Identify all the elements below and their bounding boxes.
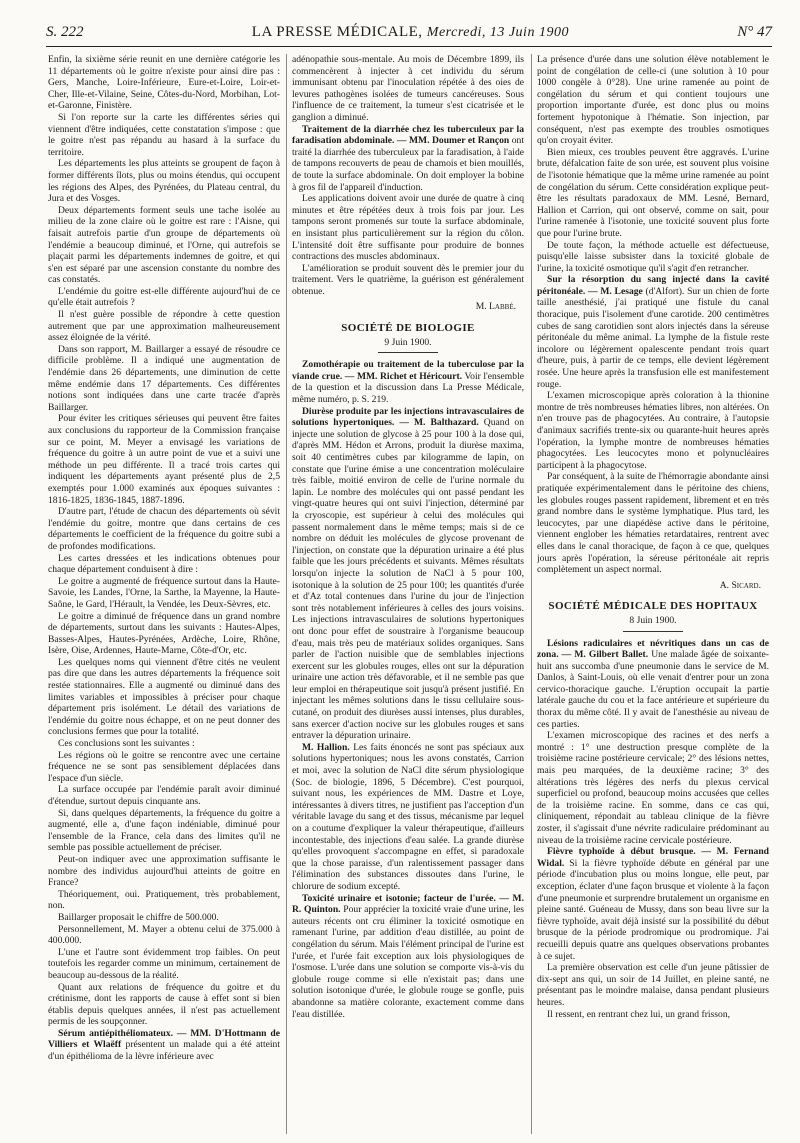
column-3 [537,54,769,1134]
paragraph: Les applications doivent avoir une durée de quatre à cinq minutes et être répétées deux à trois fois par jour. Les tampons seront promenés sur toute la surface abdominale, en insistant plus particulièrement sur la région du côlon. L'intensité doit être suffisante pour produire de bonnes contractions des muscles abdominaux. [292,193,524,263]
article-diarrhee [292,124,524,194]
paragraph: Les régions où le goitre se rencontre avec une certaine fréquence ne se sont pas sensiblement déplacées dans l'espace d'un siècle. [48,749,280,784]
page-number: S. 222 [46,23,84,40]
article-heading: Zomothérapie ou traitement de la tuberculose par la viande crue. — MM. Richet et Héricourt. [292,359,524,382]
column-rule [286,54,287,1134]
paragraph: L'endémie du goitre est-elle différente aujourd'hui de ce qu'elle était autrefois ? [48,285,280,309]
paragraph: D'autre part, l'étude de chacun des départements où sévit l'endémie du goitre, montre que dans certains de ces départements le coefficient de la fréquence du goitre subi a de profondes modifications. [48,506,280,552]
section-date: 8 Juin 1900. [629,614,677,626]
paragraph: L'examen microscopique après coloration à la thionine montre de très nombreuses hématies libres, non altérées. On n'en trouve pas de phagocytées. Au contraire, à l'autopsie d'animaux sacrifiés trente-six ou quarante-huit heures après l'opération, la lymphe montre de nombreuses hématies phagocytées. Les leucocytes mono et polynucléaires participent à la phagocytose. [537,390,769,471]
article-diurese [292,406,524,742]
article-text: ont traité la diarrhée des tuberculeux par la faradisation, à l'aide de tampons recouverts de peau de chamois et bien mouillés, de toute la surface abdominale. On doit employer la bobine à gros fil de l'appareil d'induction. [292,135,524,193]
paragraph: Le goitre a augmenté de fréquence surtout dans la Haute-Savoie, les Landes, l'Orne, la Sarthe, la Mayenne, la Haute-Saône, le Gard, l'Hérault, la Vendée, les Deux-Sèvres, etc. [48,575,280,610]
paragraph: Il n'est guère possible de répondre à cette question autrement que par une approximation malheureusement assez éloignée de la vérité. [48,309,280,344]
paragraph: Quant aux relations de fréquence du goitre et du crétinisme, dont les rapports de cause à effet sont si bien établis depuis quelques années, il n'est pas actuellement permis de les soupçonner. [48,981,280,1028]
paragraph: Si, dans quelques départements, la fréquence du goitre a augmenté, elle a, d'une façon indéniable, diminué pour l'ensemble de la France, cela dans des limites qu'il ne semble pas possible actuellement de préciser. [48,807,280,854]
article-text: (d'Alfort). Sur un chien de forte taille anesthésié, j'ai pratiqué une fistule du canal thoracique, puis l'isolement d'une carotide. 200 centimètres cubes de sang carotidien sont alors injectés dans la séreuse péritonéale du même animal. La lymphe de la fistule reste incolore ou légèrement opalescente pendant trois quart d'heure, puis, à partir de ce temps, elle devient légèrement rosée. Une heure après la transfusion elle est manifestement rouge. [537,285,769,390]
paragraph: Les cartes dressées et les indications obtenues pour chaque département conduisent à dire : [48,552,280,576]
article-serum [48,1028,280,1063]
column-1 [48,54,280,1134]
paragraph: Par conséquent, à la suite de l'hémorragie abondante ainsi pratiquée expérimentalement dans le péritoine des chiens, les globules rouges passent rapidement, librement et en très grand nombre dans le système lymphatique. Plus tard, les leucocytes, par une diapédèse active dans le péritoine, viennent englober les hématies retardataires, rentrent avec elles dans le canal thoracique, de façon à ce que, quelques jours après l'opération, la séreuse péritonéale ait repris complètement un aspect normal. [537,471,769,576]
issue-number: N° 47 [737,23,772,40]
paragraph: Théoriquement, oui. Pratiquement, très probablement, non. [48,888,280,912]
article-zomotherapie [292,359,524,405]
section-divider [623,631,683,632]
paragraph: Les départements les plus atteints se groupent de façon à former différents îlots, plus ou moins étendus, qui occupent les régions des Alpes, des Pyrénées, du Plateau central, du Jura et des Vosges. [48,158,280,205]
author-signature: A. Sicard. [719,579,761,591]
paragraph: L'une et l'autre sont évidemment trop faibles. On peut toutefois les regarder comme un minimum, certainement de beaucoup au-dessous de la réalité. [48,946,280,981]
paragraph: Peut-on indiquer avec une approximation suffisante le nombre des individus aujourd'hui atteints de goitre en France? [48,853,280,889]
paragraph: Baillarger proposait le chiffre de 500.000. [58,911,219,923]
journal-title: LA PRESSE MÉDICALE, [251,23,423,40]
paragraph: adénopathie sous-mentale. Au mois de Décembre 1899, ils commencèrent à injecter à cet individu du sérum immunisant obtenu par l'inoculation répétée à des oies de levures pathogènes isolées de tumeurs cancéreuses. Sous l'influence de ce traitement, la tumeur s'est cicatrisée et le ganglion a diminué. [292,54,524,123]
paragraph: Dans son rapport, M. Baillarger a essayé de résoudre ce difficile problème. Il a indiqué une augmentation de l'endémie dans 26 départements, une diminution de cette même endémie dans 17 départements. Ces différentes notions sont indiquées dans une carte tracée d'après Baillarger. [48,343,280,413]
paragraph: Il ressent, en rentrant chez lui, un grand frisson, [547,1008,731,1020]
paragraph: La présence d'urée dans une solution élève notablement le point de congélation de celle-ci (une solution à 10 pour 1000 congèle à 0°28). Une urine ramenée au point de congélation du sérum et qui contient toujours une proportion importante d'urée, est donc plus ou moins fortement hypotonique à l'hématie. Son injection, par conséquent, n'est pas exempte des troubles osmotiques qu'on croyait éviter. [537,54,769,147]
article-heading: Sérum antiépithéliomateux. — MM. D'Hottmann de Villiers et Wlaëff [48,1027,280,1051]
paragraph: Les quelques noms qui viennent d'être cités ne veulent pas dire que dans les autres départements la fréquence soit restée stationnaires. Elle a augmenté ou diminué dans des limites variables et impossibles à préciser pour chaque département pris isolément. Le détail des variations de l'endémie du goitre nous échappe, et on ne peut donner des conclusions fermes que pour la totalité. [48,656,280,738]
issue-date: Mercredi, 13 Juin 1900 [426,24,569,40]
article-heading: Diurèse produite par les injections intravasculaires de solutions hypertoniques. — M. Balthazard. [292,405,524,429]
article-text: Les faits énoncés ne sont pas spéciaux aux solutions hypertoniques; nous les avons constatés, Carrion et moi, avec la solution de NaCl dite sérum physiologique (Soc. de biologie, 1896, 5 Décembre). C'est pourquoi, suivant nous, les expériences de MM. Dastre et Loye, intéressantes à divers titres, ne justifient pas l'acception d'un véritable lavage du sang et des tissus, mécanisme par lequel on a coutume d'expliquer la valeur thérapeutique, d'ailleurs incontestable, des injections d'eau salée. La grande diurèse qu'elles provoquent s'accompagne en effet, si paradoxale que la chose paraisse, d'un ralentissement passager dans l'élimination des substances dissoutes dans l'urine, le chlorure de sodium excepté. [292,741,524,892]
author-signature: M. Labbé. [475,301,516,313]
article-fievre-typhoide [537,846,769,962]
article-text: Une malade âgée de soixante-huit ans succomba d'une pneumonie dans le service de M. Danlos, à Saint-Louis, où elle venait d'entrer pour un zona cervico-thoracique gauche. L'éruption occupait la partie latérale gauche du cou et la face antérieure et supérieure du thorax du même côté. Il y avait de l'anesthésie au niveau de ces parties. [537,649,769,730]
section-divider [378,352,438,353]
section-title: SOCIÉTÉ MÉDICALE DES HOPITAUX [548,600,758,613]
section-title: SOCIÉTÉ DE BIOLOGIE [341,322,475,335]
paragraph: Le goitre a diminué de fréquence dans un grand nombre de départements, surtout dans les suivants : Hautes-Alpes, Basses-Alpes, Hautes-Pyrénées, Ardèche, Loire, Rhône, Isère, Oise, Ardennes, Haute-Marne, Côte-d'Or, etc. [48,610,280,657]
article-heading: Lésions radiculaires et névritiques dans un cas de zona. — M. Gilbert Ballet. [537,637,769,661]
paragraph: Enfin, la sixième série reunit en une dernière catégorie les 11 départements où le goitre n'existe pour ainsi dire pas : Gers, Manche, Loire-Inférieure, Eure-et-Loire, Loir-et-Cher, Ille-et-Vilaine, Seine, Côtes-du-Nord, Morbihan, Lot-et-Garonne, Finistère. [48,54,280,112]
journal-masthead [252,24,569,41]
article-text: Quand on injecte une solution de glycose à 25 pour 100 à la dose qui, d'après MM. Hédon et Arrons, produit la diurèse maxima, soit 40 centimètres cubes par kilogramme de lapin, on constate que l'urine émise a une concentration moléculaire très faible, moitié environ de celle de l'urine normale du lapin. Le nombre des molécules qui ont passé pendant les vingt-quatre heures qui ont suivi l'injection, déterminé par la cryoscopie, est supérieur à celui des molécules qui passent normalement dans le même temps; mais si de ce nombre on déduit les molécules de glycose provenant de l'injection, on constate que la dépuration urinaire a été plus faible que les jours précédents et suivants. Mêmes résultats lorsqu'on injecte la solution de NaCl à 5 pour 100, isotonique à la solution de 25 pour 100; les quantités d'urée et d'Az total contenues dans l'urine du jour de l'injection sont très notablement inférieures à celles des jours voisins. Les injections intravasculaires de solutions hypertoniques ont donc pour effet de soustraire à l'organisme beaucoup d'eau, mais très peu de matériaux solides organiques. Sans parler de l'action nuisible que de semblables injections exercent sur les globules rouges, elles ont sur la dépuration urinaire une action très défavorable, et il ne semble pas que leur emploi en thérapeutique soit jusqu'à présent justifié. En injectant les mêmes solutions dans le tissu cellulaire sous-cutané, on produit des diurèses aussi intenses, plus durables, sans exercer d'action nocive sur les globules rouges et sans entraver la dépuration urinaire. [292,417,524,742]
article-heading: Fièvre typhoïde à début brusque. — M. Fernand Widal. [537,846,769,869]
paragraph: La première observation est celle d'un jeune pâtissier de dix-sept ans qui, un soir de 14 Juillet, en pleine santé, ne présentant pas le moindre malaise, dansa pendant plusieurs heures. [537,962,769,1008]
article-toxicite [292,893,524,1021]
article-resorption [537,274,769,390]
article-heading: Sur la résorption du sang injecté dans la cavité péritonéale. — M. Lesage [537,274,769,297]
column-rule [531,54,532,1134]
article-heading: Toxicité urinaire et isotonie; facteur de l'urée. — M. R. Quinton. [292,892,524,916]
article-heading: M. Hallion. [302,741,350,753]
article-heading: Traitement de la diarrhée chez les tuberculeux par la faradisation abdominale. — MM. Doumer et Rançon [292,123,524,147]
paragraph: L'amélioration se produit souvent dès le premier jour du traitement. Vers le quatrième, la guérison est généralement obtenue. [292,262,524,297]
article-hallion [292,742,524,893]
section-date: 9 Juin 1900. [384,336,432,348]
paragraph: Pour éviter les critiques sérieuses qui peuvent être faites aux conclusions du rapporteur de la Commission française sur ce point, M. Meyer a envisagé les variations de fréquence du goitre à un autre point de vue et a suivi une méthode un peu différente. Il a tracé trois cartes qui indiquent les départements ayant présenté plus de 2,5 exemptés pour 1.000 examinés aux époques suivantes : 1816-1825, 1836-1845, 1887-1896. [48,413,280,506]
page-header [46,18,772,47]
column-2 [292,54,524,1134]
paragraph: Si l'on reporte sur la carte les différentes séries qui viennent d'être indiquées, cette constatation s'impose : que le goitre n'est pas répandu au hasard à la surface du territoire. [48,111,280,158]
article-text: Si la fièvre typhoïde débute en général par une période d'incubation plus ou moins longue, elle peut, par exception, éclater d'une façon brusque et violente à la façon d'une pneumonie et surprendre brutalement un organisme en pleine santé. Guéneau de Mussy, dans son beau livre sur la fièvre typhoïde, avait déjà insisté sur la possibilité du début brusque de la période prodromique ou prodromique. J'ai recueilli depuis quatre ans quelques observations probantes à ce sujet. [537,857,769,962]
paragraph: L'examen microscopique des racines et des nerfs a montré : 1° une destruction presque complète de la troisième racine postérieure cervicale; 2° des lésions nettes, mais peu marquées, de la deuxième racine; 3° des altérations très légères des nerfs du plexus cervical superficiel ou profond, beaucoup moins accusées que celles de la troisième racine. En somme, dans ce cas qui, cliniquement, répondait au tableau clinique de la fièvre zoster, il s'agissait d'une névrite radiculaire prédominant au niveau de la troisième racine cervicale postérieure. [537,730,769,846]
paragraph: De toute façon, la méthode actuelle est défectueuse, puisqu'elle laisse subsister dans la toxicité globale de l'urine, la toxicité osmotique qu'il s'agit d'en retrancher. [537,239,769,274]
article-text: Pour apprécier la toxicité vraie d'une urine, les auteurs récents ont cru éliminer la toxicité osmotique en ramenant l'urine, par addition d'eau distillée, au point de congélation du sérum. Mais l'élément principal de l'urine est l'urée, et l'urée fait exception aux lois physiologiques de l'osmose. L'urée dans une solution se comporte vis-à-vis du globule rouge comme si elle n'existait pas; dans une solution isotonique d'urée, le globule rouge se gonfle, puis abandonne sa matière colorante, exactement comme dans l'eau distillée. [292,904,524,1020]
article-zona [537,638,769,731]
paragraph: La surface occupée par l'endémie paraît avoir diminué d'étendue, surtout depuis cinquante ans. [48,784,280,807]
paragraph: Deux départements forment seuls une tache isolée au milieu de la zone claire où le goitre est rare : l'Aisne, qui faisait autrefois partie d'un groupe de départements où l'endémie a beaucoup diminué, et l'Orne, qui autrefois se plaçait parmi les départements indemnes de goitre, et qui s'en est séparé par une ascension constante du nombre des cas constatés. [48,204,280,286]
article-text: Voir l'ensemble de la question et la discussion dans La Presse Médicale, même numéro, p. S. 219. [292,370,524,406]
paragraph: Personnellement, M. Mayer a obtenu celui de 375.000 à 400.000. [48,923,280,947]
paragraph: Bien mieux, ces troubles peuvent être aggravés. L'urine brute, défalcation faite de son urée, est souvent plus voisine de l'isotonie hématique que la même urine ramenée au point de congélation du sérum. Cette considération explique peut-être les résultats paradoxaux de MM. Lesné, Bernard, Hallion et Carrion, qui ont observé, comme on sait, pour l'urine ramenée à l'isotonie, une toxicité souvent plus forte que pour l'urine brute. [537,146,769,239]
article-text: présentent un malade qui a été atteint d'un épithélioma de la lèvre inférieure avec [48,1039,280,1063]
paragraph: Ces conclusions sont les suivantes : [58,738,195,750]
